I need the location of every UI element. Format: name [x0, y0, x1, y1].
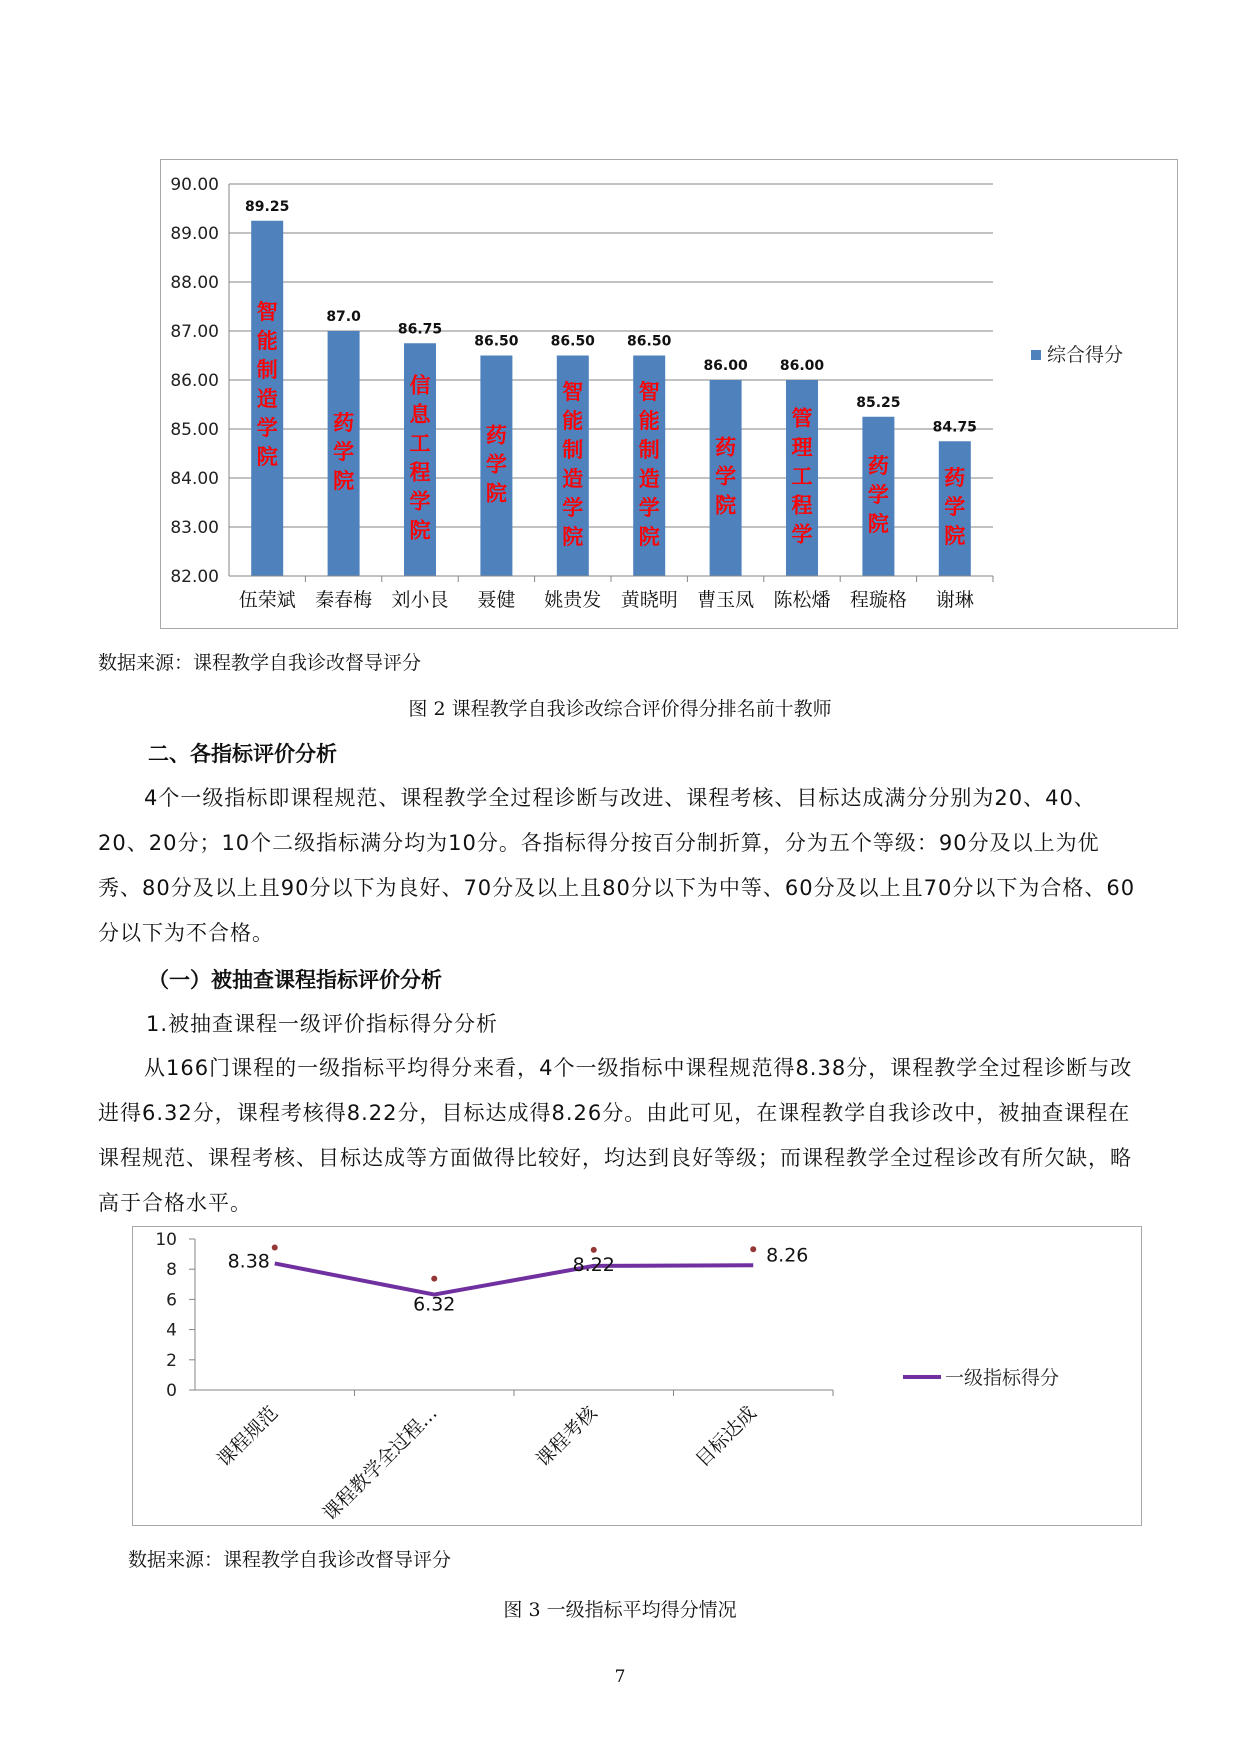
figure-caption-3: 图 3 一级指标平均得分情况 — [503, 1599, 737, 1621]
page-number: 7 — [614, 1667, 626, 1687]
bar-annotation-char: 管 — [791, 406, 813, 431]
data-marker — [272, 1244, 278, 1250]
legend-label: 综合得分 — [1047, 344, 1124, 366]
line-chart — [133, 1227, 1140, 1524]
bar-annotation-char: 工 — [791, 464, 813, 489]
bar-chart-frame — [160, 159, 1178, 629]
y-tick-label: 82.00 — [170, 567, 219, 587]
line-chart-frame — [132, 1226, 1142, 1526]
y-tick-label: 84.00 — [170, 469, 219, 489]
x-tick-label: 课程规范 — [212, 1401, 283, 1472]
bar-annotation-char: 院 — [256, 444, 278, 469]
bar-annotation-char: 院 — [638, 524, 660, 549]
x-tick-label: 聂健 — [477, 589, 516, 611]
y-tick-label: 89.00 — [170, 224, 219, 244]
paragraph-indicators — [98, 776, 1142, 956]
data-label: 84.75 — [932, 419, 977, 436]
bar-annotation-char: 制 — [638, 437, 660, 462]
x-tick-label: 谢琳 — [935, 589, 974, 611]
bar-annotation-char: 程 — [409, 460, 431, 485]
bar-chart — [161, 160, 1176, 627]
x-tick-label: 目标达成 — [691, 1401, 761, 1472]
legend-swatch — [1031, 350, 1041, 360]
data-label: 6.32 — [413, 1293, 456, 1316]
x-tick-label: 程璇格 — [849, 589, 907, 611]
bar-annotation-char: 信 — [409, 373, 431, 398]
y-tick-label: 4 — [166, 1320, 177, 1341]
data-label: 87.0 — [326, 309, 361, 325]
figure-caption-2: 图 2 课程教学自我诊改综合评价得分排名前十教师 — [408, 698, 832, 720]
bar-annotation-char: 学 — [256, 415, 278, 440]
x-tick-label: 伍荣斌 — [238, 589, 296, 611]
section-heading-2: 二、各指标评价分析 — [148, 742, 337, 766]
y-tick-label: 86.00 — [170, 371, 219, 391]
legend-label: 一级指标得分 — [945, 1367, 1060, 1389]
bar-annotation-char: 能 — [562, 408, 584, 433]
source-note-2: 数据来源：课程教学自我诊改督导评分 — [128, 1549, 452, 1571]
bar-annotation-char: 学 — [562, 495, 584, 520]
data-marker — [431, 1276, 437, 1282]
bar-annotation-char: 息 — [409, 402, 431, 427]
bar-annotation-char: 学 — [333, 440, 355, 464]
bar-annotation-char: 学 — [409, 489, 431, 514]
data-label: 8.38 — [227, 1250, 270, 1273]
y-tick-label: 8 — [166, 1260, 177, 1281]
bar-annotation-char: 学 — [867, 482, 889, 507]
bar-annotation-char: 院 — [944, 524, 966, 549]
bar-annotation-char: 理 — [791, 435, 813, 460]
bar-annotation-char: 院 — [867, 511, 889, 536]
bar-annotation-char: 制 — [562, 437, 584, 462]
x-tick-label: 姚贵发 — [544, 589, 602, 611]
bar-annotation-char: 工 — [409, 431, 431, 456]
bar-annotation-char: 院 — [562, 524, 584, 549]
y-tick-label: 2 — [166, 1350, 177, 1371]
bar-annotation-char: 药 — [715, 435, 737, 460]
paragraph-indicators-text: 4个一级指标即课程规范、课程教学全过程诊断与改进、课程考核、目标达成满分分别为20、40、20、20分；10个二级指标满分均为10分。各指标得分按百分制折算，分为五个等级：90分及以上为优秀、80分及以上且90分以下为良好、70分及以上且80分以下为中等、60分及以上且70分以下为合格、60分以下为不合格。 — [98, 786, 1136, 945]
data-label: 86.50 — [474, 333, 519, 350]
data-label: 86.50 — [550, 333, 595, 350]
y-tick-label: 83.00 — [170, 518, 219, 538]
bar-annotation-char: 制 — [256, 357, 278, 382]
bar-annotation-char: 院 — [333, 469, 355, 493]
data-label: 86.00 — [779, 358, 825, 374]
bar-annotation-char: 药 — [485, 423, 507, 448]
data-label: 86.00 — [703, 358, 748, 374]
bar-annotation-char: 学 — [944, 495, 966, 520]
bar-annotation-char: 院 — [715, 493, 737, 518]
bar-annotation-char: 院 — [485, 481, 507, 506]
bar-annotation-char: 程 — [791, 493, 813, 518]
x-tick-label: 曹玉凤 — [697, 589, 755, 611]
data-label: 85.25 — [856, 394, 901, 411]
x-tick-label: 黄晓明 — [620, 589, 678, 611]
subsubsection-heading-1: 1.被抽查课程一级评价指标得分分析 — [146, 1012, 499, 1036]
data-label: 89.25 — [245, 198, 290, 215]
bar-annotation-char: 学 — [638, 495, 660, 520]
bar-annotation-char: 药 — [333, 411, 355, 435]
x-tick-label: 秦春梅 — [315, 589, 373, 611]
bar-annotation-char: 能 — [638, 408, 660, 433]
data-label: 86.50 — [627, 333, 672, 350]
y-tick-label: 90.00 — [170, 175, 219, 195]
bar-annotation-char: 药 — [944, 466, 966, 491]
paragraph-level1-text: 从166门课程的一级指标平均得分来看，4个一级指标中课程规范得8.38分，课程教学全过程诊断与改进得6.32分，课程考核得8.22分，目标达成得8.26分。由此可见，在课程教学自我诊改中，被抽查课程在课程规范、课程考核、目标达成等方面做得比较好，均达到良好等级；而课程教学全过程诊改有所欠缺，略高于合格水平。 — [98, 1056, 1133, 1215]
data-marker — [591, 1247, 597, 1253]
y-tick-label: 87.00 — [170, 322, 219, 342]
data-label: 8.26 — [766, 1244, 809, 1267]
bar-annotation-char: 智 — [638, 379, 660, 404]
x-tick-label: 刘小艮 — [391, 589, 449, 611]
x-tick-label: 课程教学全过程… — [318, 1401, 442, 1524]
y-tick-label: 6 — [166, 1290, 177, 1311]
data-label: 86.75 — [397, 321, 443, 338]
bar-annotation-char: 智 — [562, 379, 584, 404]
x-tick-label: 课程考核 — [531, 1401, 602, 1472]
bar-annotation-char: 造 — [256, 386, 278, 411]
paragraph-level1 — [98, 1046, 1142, 1226]
bar-annotation-char: 学 — [485, 452, 507, 477]
x-tick-label: 陈松燔 — [773, 589, 831, 611]
bar-annotation-char: 能 — [256, 328, 278, 353]
bar-annotation-char: 院 — [409, 518, 431, 543]
y-tick-label: 10 — [155, 1230, 177, 1250]
y-tick-label: 85.00 — [170, 420, 219, 440]
y-tick-label: 0 — [166, 1381, 177, 1401]
bar-annotation-char: 学 — [791, 522, 813, 547]
source-note-1: 数据来源：课程教学自我诊改督导评分 — [98, 652, 422, 674]
data-label: 8.22 — [572, 1253, 615, 1276]
bar-annotation-char: 药 — [867, 453, 889, 478]
y-tick-label: 88.00 — [170, 273, 219, 293]
bar-annotation-char: 造 — [562, 466, 584, 491]
data-marker — [750, 1246, 756, 1252]
subsection-heading-1: （一）被抽查课程指标评价分析 — [148, 968, 442, 992]
bar-annotation-char: 造 — [638, 466, 660, 491]
bar-annotation-char: 智 — [256, 299, 278, 324]
series-line — [275, 1263, 754, 1294]
bar-annotation-char: 学 — [715, 464, 737, 489]
